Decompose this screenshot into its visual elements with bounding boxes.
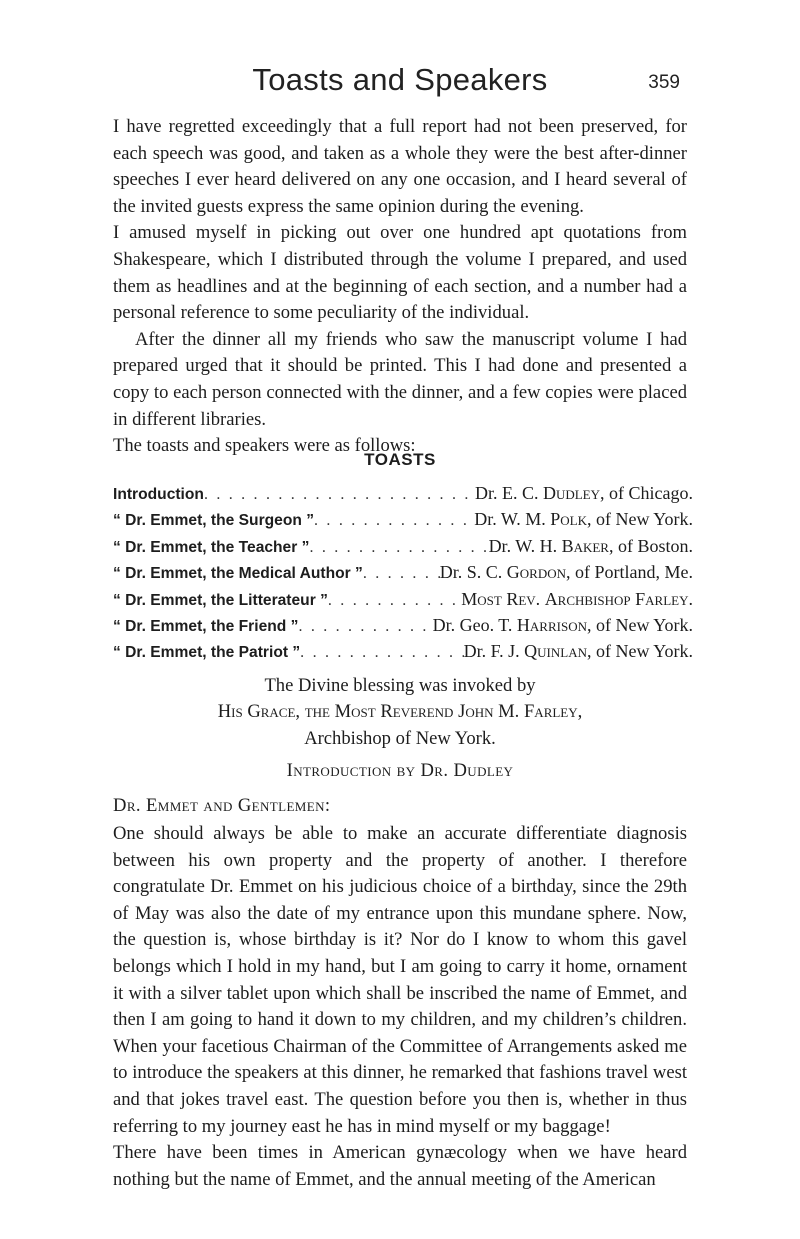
- speech-text: [113, 821, 687, 1193]
- intro-paragraph: I amused myself in picking out over one hundred apt quotations from Shakespeare, which I distributed through the volume I prepared, and used them as headlines and at the beginning of each section, and a number had a personal reference to some peculiarity of the individual.: [113, 222, 687, 324]
- blessing-line: Archbishop of New York.: [304, 727, 496, 749]
- toast-title: Introduction: [113, 486, 204, 503]
- toast-row: [113, 483, 693, 509]
- speaker: Dr. F. J. Quinlan, of New York.: [463, 641, 693, 662]
- toast-row: [113, 536, 693, 562]
- toast-row: [113, 615, 693, 641]
- speaker: Most Rev. Archbishop Farley.: [461, 588, 693, 609]
- blessing-block: [0, 673, 800, 752]
- toast-title: “ Dr. Emmet, the Medical Author ”: [113, 565, 363, 583]
- dot-leader: [300, 644, 463, 662]
- speech-paragraph: One should always be able to make an accurate differentiate diagnosis between his own property and the property of another. I therefore congratulate Dr. Emmet on his judicious choice of a birthday, since the 29th of May was also the date of my entrance upon this mundane sphere. Now, the question is, whose birthday is it? Nor do I know to whom this gavel belongs which I hold in my hand, but I am going to carry it home, ornament it with a silver tablet upon which shall be inscribed the name of Emmet, and then I am going to hand it down to my children, and my children’s children. When your facetious Chairman of the Committee of Arrangements asked me to introduce the speakers at this dinner, he remarked that fashions travel west and that jokes travel east. The question before you then is, whether in thus referring to my journey east he has in mind myself or my baggage!: [113, 823, 687, 1137]
- speaker: Dr. W. M. Polk, of New York.: [474, 509, 693, 530]
- intro-text: [113, 114, 687, 460]
- toasts-heading: TOASTS: [364, 450, 436, 469]
- section-heading: Introduction by Dr. Dudley: [286, 760, 514, 781]
- blessing-line: His Grace, the Most Reverend John M. Farley,: [217, 701, 583, 723]
- dot-leader: [328, 592, 461, 610]
- toast-title: “ Dr. Emmet, the Teacher ”: [113, 538, 310, 556]
- toast-title: “ Dr. Emmet, the Litterateur ”: [113, 591, 328, 609]
- dot-leader: [298, 618, 432, 636]
- toast-row: [113, 589, 693, 615]
- dot-leader: [204, 486, 475, 504]
- intro-paragraph: I have regretted exceedingly that a full report had not been preserved, for each speech was good, and taken as a whole they were the best after-dinner speeches I ever heard delivered on any one occasion, and I heard several of the invited guests express the same opinion during the evening.: [113, 116, 687, 217]
- speaker: Dr. S. C. Gordon, of Portland, Me.: [439, 562, 693, 583]
- dot-leader: [309, 539, 488, 557]
- speaker: Dr. Geo. T. Harrison, of New York.: [432, 614, 693, 635]
- toast-list: [113, 483, 693, 668]
- salutation: Dr. Emmet and Gentlemen:: [113, 795, 331, 816]
- toast-row: [113, 562, 693, 588]
- speech-paragraph: There have been times in American gynæcology when we have heard nothing but the name of Emmet, and the annual meeting of the American: [113, 1142, 687, 1190]
- running-title: Toasts and Speakers: [252, 62, 548, 97]
- speaker: Dr. W. H. Baker, of Boston.: [488, 535, 693, 556]
- toast-row: [113, 509, 693, 535]
- toast-title: “ Dr. Emmet, the Surgeon ”: [113, 512, 315, 530]
- page-header: [0, 62, 800, 102]
- speaker: Dr. E. C. Dudley, of Chicago.: [474, 483, 693, 503]
- toast-row: [113, 641, 693, 667]
- dot-leader: [314, 512, 474, 530]
- toast-title: “ Dr. Emmet, the Patriot ”: [113, 644, 301, 662]
- intro-paragraph: After the dinner all my friends who saw the manuscript volume I had prepared urged that it should be printed. This I had done and presented a copy to each person connected with the dinner, and a few copies were placed in different libraries.: [113, 328, 687, 430]
- blessing-line: The Divine blessing was invoked by: [264, 675, 536, 696]
- toast-title: “ Dr. Emmet, the Friend ”: [113, 617, 299, 635]
- page-number: 359: [648, 72, 680, 93]
- dot-leader: [363, 565, 440, 583]
- intro-paragraph: The toasts and speakers were as follows:: [113, 435, 416, 457]
